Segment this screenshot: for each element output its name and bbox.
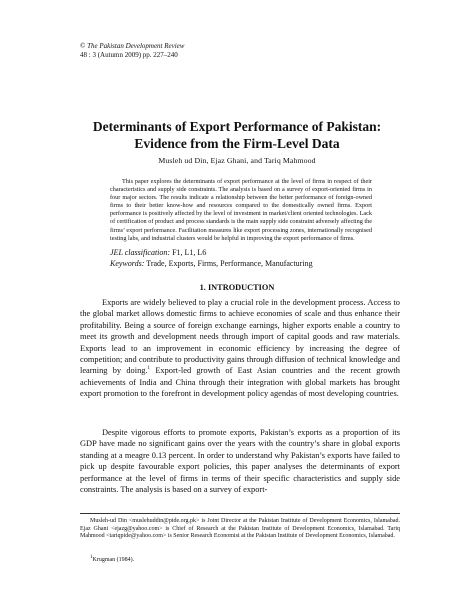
jel-value: F1, L1, L6 bbox=[172, 248, 207, 257]
jel-classification bbox=[110, 248, 410, 259]
journal-header bbox=[80, 42, 184, 60]
classification-block bbox=[110, 248, 410, 269]
footnote-1-marker: 1 bbox=[90, 555, 93, 560]
section-heading: 1. INTRODUCTION bbox=[199, 283, 275, 292]
intro-paragraph-1-text-a: Exports are widely believed to play a crucial role in the development process. Access to the global market allows domestic firms to achieve economies of scale and thus enhance their profitability. Being a source of foreign exchange earnings, higher exports enable a country to meet its growth and development needs through import of capital goods and raw materials. Exports lead to an improvement in economic efficiency by increasing the degree of competition; and contribute to productivity gains through diffusion of technical knowledge and learning by doing. bbox=[80, 298, 400, 376]
keywords-label: Keywords: bbox=[110, 258, 145, 268]
title-line-2: Evidence from the Firm-Level Data bbox=[134, 136, 340, 151]
journal-issue: 48 : 3 (Autumn 2009) pp. 227–240 bbox=[80, 51, 178, 59]
abstract: This paper explores the determinants of export performance at the level of firms in respect of their characteristics and supply side constraints. The analysis is based on a survey of export-oriented firms in four major sectors. The results indicate a relationship between the better performance of foreign-owned firms to their better know-how and resources compared to the domestically owned firms. Export performance is positively affected by the level of investment in market/client oriented technologies. Lack of certification of product and process standards is the main supply side constraint adversely affecting the firms’ export performance. Facilitation measures like export processing zones, internationally recognised testing labs, and industrial clusters would be helpful in improving the export performance of firms. bbox=[110, 178, 372, 242]
footnote-marker: 1 bbox=[147, 366, 151, 372]
title-line-1: Determinants of Export Performance of Pakistan: bbox=[92, 119, 382, 134]
intro-paragraph-2: Despite vigorous efforts to promote exports, Pakistan’s exports as a proportion of its GDP have made no significant gains over the years with the country’s share in global exports standing at a meagre 0.13 percent. In order to understand why Pakistan’s exports have failed to pick up despite favourable export policies, this paper analyses the determinants of export performance at the level of firms in terms of their specific characteristics and supply side constraints. The analysis is based on a survey of export- bbox=[80, 428, 400, 495]
paper-title bbox=[60, 118, 414, 152]
intro-paragraph-1-text-b: Export-led growth of East Asian countries and the recent growth achievements of India and China through their integration with global markets has brought export promotion to the forefront in development policy agendas of most developing countries. bbox=[80, 366, 400, 399]
footnote-1 bbox=[80, 557, 400, 565]
keywords bbox=[110, 259, 410, 270]
keywords-value: Trade, Exports, Firms, Performance, Manufacturing bbox=[146, 258, 313, 268]
author-footnote: Musleh-ud Din <muslehuddin@pide.org.pk> is Joint Director at the Pakistan Institute of Development Economics, Islamabad. Ejaz Ghani <ejazg@yahoo.com> is Chief of Research at the Pakistan Institute of Development Economics, Islamabad. Tariq Mahmood <tariqpide@yahoo.com> is Senior Research Economist at the Pakistan Institute of Development Economics, Islamabad. bbox=[80, 518, 400, 540]
footnote-1-text: Krugman (1984). bbox=[92, 557, 135, 563]
footnote-divider bbox=[80, 513, 400, 514]
intro-paragraph-1 bbox=[80, 297, 400, 400]
journal-name: © The Pakistan Development Review bbox=[80, 42, 185, 50]
author-list: Musleh ud Din, Ejaz Ghani, and Tariq Mahmood bbox=[158, 156, 316, 165]
jel-label: JEL classification: bbox=[110, 248, 171, 257]
